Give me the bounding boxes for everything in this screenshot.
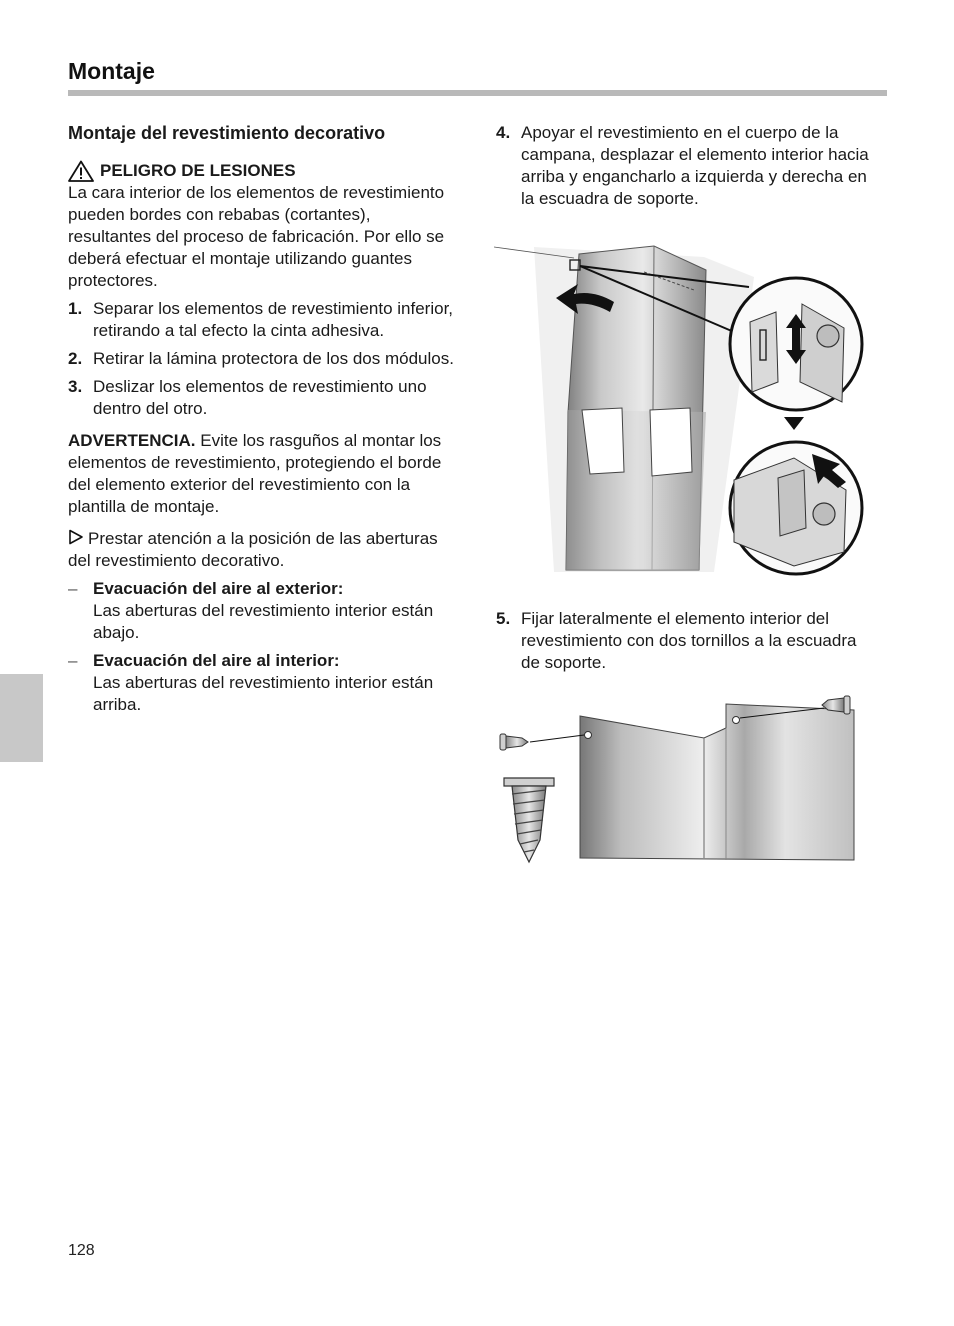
list-item: [68, 578, 458, 644]
step-item: [496, 608, 876, 674]
step-item: [68, 298, 458, 342]
step-text: Fijar lateralmente el elemento interior del revestimiento con dos tornillos a la escuadra de soporte.: [521, 609, 857, 672]
dash-bullet: –: [68, 579, 78, 598]
step-text: Separar los elementos de revestimiento inferior, retirando a tal efecto la cinta adhesiva.: [93, 299, 454, 340]
list-item: [68, 650, 458, 716]
side-tab: [0, 674, 43, 762]
step-number: 5.: [496, 609, 511, 628]
warning-text: Evite los rasguños al montar los elementos de revestimiento, protegiendo el borde del elemento exterior del revestimiento con la plantilla de montaje.: [68, 431, 442, 516]
cover-hooking-illustration: [494, 232, 874, 592]
page-number: 128: [68, 1242, 95, 1259]
step-item: [68, 376, 458, 420]
left-column: [68, 122, 458, 716]
step-number: 4.: [496, 123, 511, 142]
page-title: Montaje: [68, 58, 155, 84]
danger-title: [68, 160, 458, 182]
warning-label: ADVERTENCIA.: [68, 431, 196, 450]
option-text: Las aberturas del revestimiento interior están arriba.: [93, 673, 434, 714]
step-text: Apoyar el revestimiento en el cuerpo de la campana, desplazar el elemento interior hacia arriba y engancharlo a izquierda y derecha en la escuadra de soporte.: [521, 123, 869, 208]
step-item: [496, 122, 876, 210]
step-text: Retirar la lámina protectora de los dos módulos.: [93, 349, 454, 368]
hint-text: Prestar atención a la posición de las aberturas del revestimiento decorativo.: [68, 529, 438, 570]
step-item: [68, 348, 458, 370]
play-triangle-icon: [68, 529, 84, 545]
step-number: 3.: [68, 377, 83, 396]
step-number: 2.: [68, 349, 83, 368]
hint-note: [68, 528, 458, 572]
option-label: Evacuación del aire al exterior:: [93, 579, 344, 598]
option-text: Las aberturas del revestimiento interior están abajo.: [93, 601, 434, 642]
warning-triangle-icon: [68, 160, 94, 182]
warning-note: [68, 430, 458, 518]
step-number: 1.: [68, 299, 83, 318]
danger-title-text: PELIGRO DE LESIONES: [100, 161, 296, 180]
option-label: Evacuación del aire al interior:: [93, 651, 340, 670]
dash-bullet: –: [68, 651, 78, 670]
right-column: [496, 122, 876, 210]
section-heading: Montaje del revestimiento decorativo: [68, 123, 386, 143]
title-rule: [68, 90, 887, 96]
screw-fixing-illustration: [494, 690, 874, 870]
step-text: Deslizar los elementos de revestimiento uno dentro del otro.: [93, 377, 427, 418]
danger-text: La cara interior de los elementos de revestimiento pueden bordes con rebabas (cortantes), resultantes del proceso de fabricación. Por ello se deberá efectuar el montaje utilizando guantes protectores.: [68, 183, 445, 290]
